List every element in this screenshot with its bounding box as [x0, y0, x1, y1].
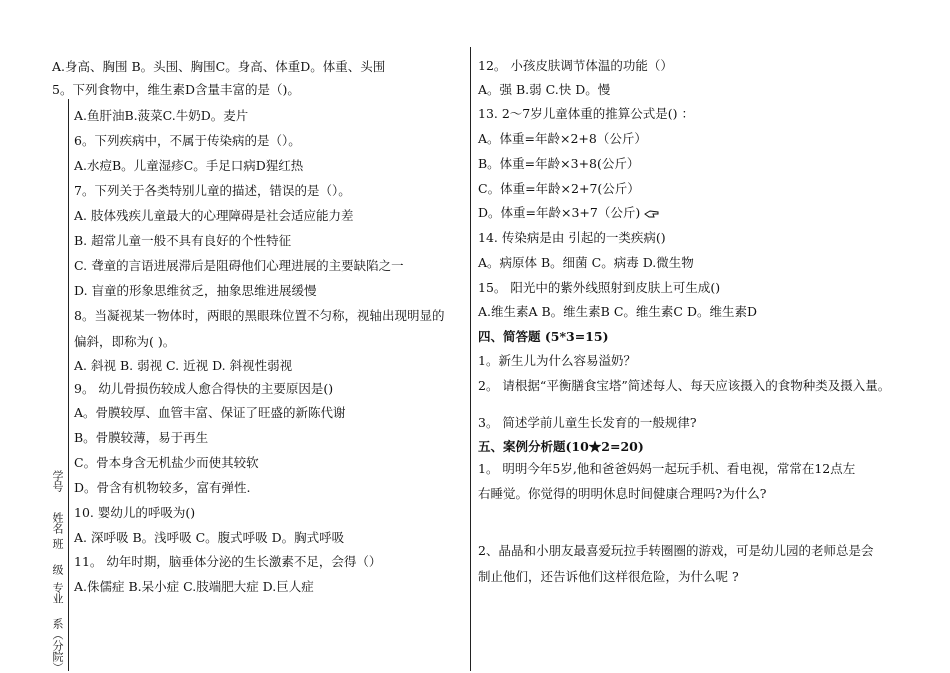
q12-options: A。强 B.弱 C.快 D。慢	[478, 82, 611, 97]
q7-option-c: C. 聋童的言语进展滞后是阻碍他们心理进展的主要缺陷之一	[74, 258, 404, 273]
q7-option-b: B. 超常儿童一般不具有良好的个性特征	[74, 233, 292, 248]
q7-stem: 7。下列关于各类特别儿童的描述，错误的是（）。	[74, 183, 351, 198]
q9-option-d: D。骨含有机物较多，富有弹性.	[74, 480, 251, 495]
q14-stem: 14. 传染病是由 引起的一类疾病()	[478, 230, 666, 245]
side-label-major: 专业	[51, 582, 64, 604]
q8-options: A. 斜视 B. 弱视 C. 近视 D. 斜视性弱视	[74, 358, 293, 373]
side-label-dept: 系（分院）	[51, 618, 64, 673]
q6-options: A.水痘B。儿童湿疹C。手足口病D猩红热	[74, 158, 304, 173]
side-label-id: 学号	[51, 470, 64, 492]
q5-options: A.鱼肝油B.菠菜C.牛奶D。麦片	[74, 108, 249, 123]
q13-option-d-text: D。体重=年龄×3+7（公斤)	[478, 205, 641, 220]
case-2-line-2: 制止他们，还告诉他们这样很危险，为什么呢 ?	[478, 569, 739, 584]
q13-stem: 13. 2～7岁儿童体重的推算公式是() ：	[478, 106, 694, 121]
section-five-heading: 五、案例分析题(10★2=20)	[478, 439, 644, 454]
binding-margin	[50, 470, 66, 673]
q9-option-c: C。骨本身含无机盐少而使其较软	[74, 455, 259, 470]
q14-options: A。病原体 B。细菌 C。病毒 D.微生物	[478, 255, 694, 270]
case-2-line-1: 2、晶晶和小朋友最喜爱玩拉手转圈圈的游戏，可是幼儿园的老师总是会	[478, 543, 874, 558]
short-answer-1: 1。新生儿为什么容易溢奶？	[478, 353, 636, 368]
q11-stem: 11。 幼年时期，脑垂体分泌的生长激素不足，会得（）	[74, 554, 382, 569]
q7-option-d: D. 盲童的形象思维贫乏，抽象思维进展缓慢	[74, 283, 317, 298]
column-divider	[470, 47, 471, 671]
q9-stem: 9。 幼儿骨损伤较成人愈合得快的主要原因是()	[74, 381, 334, 396]
left-margin-line	[68, 99, 69, 671]
q13-option-d	[478, 205, 660, 221]
q10-options: A. 深呼吸 B。浅呼吸 C。腹式呼吸 D。胸式呼吸	[74, 530, 345, 545]
section-four-heading: 四、简答题 (5*3=15)	[478, 329, 609, 344]
q7-option-a: A. 肢体残疾儿童最大的心理障碍是社会适应能力差	[74, 208, 354, 223]
short-answer-3: 3。 简述学前儿童生长发育的一般规律?	[478, 415, 697, 430]
case-1-line-1: 1。 明明今年5岁,他和爸爸妈妈一起玩手机、看电视，常常在12点左	[478, 461, 856, 476]
side-label-class-1: 班	[51, 538, 64, 549]
q6-stem: 6。下列疾病中，不属于传染病的是（）。	[74, 133, 301, 148]
q8-stem-cont: 偏斜，即称为( )。	[74, 334, 176, 349]
q15-stem: 15。 阳光中的紫外线照射到皮肤上可生成()	[478, 280, 721, 295]
q8-stem: 8。当凝视某一物体时，两眼的黑眼珠位置不匀称，视轴出现明显的	[74, 308, 445, 323]
case-1-line-2: 右睡觉。你觉得的明明休息时间健康合理吗?为什么?	[478, 486, 767, 501]
hand-pointer-icon	[644, 209, 660, 219]
q11-options: A.侏儒症 B.呆小症 C.肢端肥大症 D.巨人症	[74, 579, 314, 594]
q13-option-a: A。体重=年龄×2+8（公斤）	[478, 131, 647, 146]
side-label-class-2: 级	[51, 564, 64, 575]
q13-option-c: C。体重=年龄×2+7(公斤）	[478, 181, 640, 196]
q5-stem: 5。下列食物中，维生素D含量丰富的是（)。	[52, 82, 300, 97]
q12-stem: 12。 小孩皮肤调节体温的功能（）	[478, 58, 673, 73]
side-label-name: 姓名	[51, 512, 64, 534]
short-answer-2: 2。 请根据“平衡膳食宝塔”简述每人、每天应该摄入的食物种类及摄入量。	[478, 378, 891, 393]
q9-option-b: B。骨膜较薄，易于再生	[74, 430, 209, 445]
q9-option-a: A。骨膜较厚、血管丰富、保证了旺盛的新陈代谢	[74, 405, 346, 420]
q15-options: A.维生素A B。维生素B C。维生素C D。维生素D	[478, 304, 757, 319]
q13-option-b: B。体重=年龄×3+8(公斤）	[478, 156, 640, 171]
q4-options: A.身高、胸围 B。头围、胸围C。身高、体重D。体重、头围	[52, 59, 386, 74]
q10-stem: 10. 婴幼儿的呼吸为()	[74, 505, 196, 520]
